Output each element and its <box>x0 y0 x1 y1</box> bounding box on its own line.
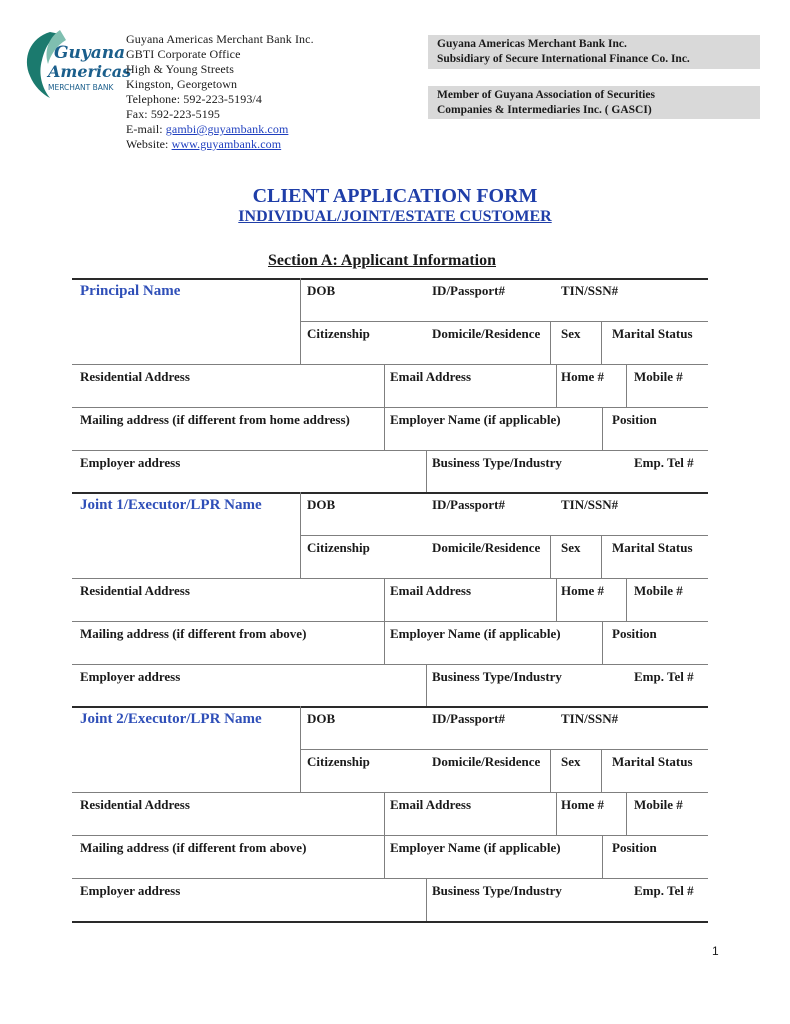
citizenship-label: Citizenship <box>307 540 370 555</box>
employer-phone-label: Emp. Tel # <box>634 455 694 470</box>
dob-label: DOB <box>307 711 336 726</box>
domicile-label: Domicile/Residence <box>432 754 541 769</box>
email-label: E-mail: <box>126 122 166 136</box>
subsidiary-line-2: Subsidiary of Secure International Finance Co. Inc. <box>437 53 690 65</box>
home-phone-label: Home # <box>561 797 604 812</box>
home-phone-label: Home # <box>561 369 604 384</box>
marital-status-label: Marital Status <box>612 754 693 769</box>
domicile-label: Domicile/Residence <box>432 540 541 555</box>
employer-name-label: Employer Name (if applicable) <box>390 840 561 855</box>
business-type-label: Business Type/Industry <box>432 883 562 898</box>
position-label: Position <box>612 412 657 427</box>
applicant-name-label: Joint 1/Executor/LPR Name <box>80 497 262 513</box>
svg-text:Americas: Americas <box>48 62 132 81</box>
contact-line: Fax: 592-223-5195 <box>126 107 221 121</box>
contact-line: Kingston, Georgetown <box>126 77 238 91</box>
contact-line: Telephone: 592-223-5193/4 <box>126 92 262 106</box>
membership-line-2: Companies & Intermediaries Inc. ( GASCI) <box>437 104 652 116</box>
residential-address-label: Residential Address <box>80 369 190 384</box>
employer-address-label: Employer address <box>80 669 181 684</box>
website-label: Website: <box>126 137 172 151</box>
bank-contact-info <box>126 32 314 152</box>
tin-ssn-label: TIN/SSN# <box>561 711 619 726</box>
business-type-label: Business Type/Industry <box>432 669 562 684</box>
employer-name-label: Employer Name (if applicable) <box>390 412 561 427</box>
employer-address-label: Employer address <box>80 883 181 898</box>
id-passport-label: ID/Passport# <box>432 497 505 512</box>
tin-ssn-label: TIN/SSN# <box>561 497 619 512</box>
marital-status-label: Marital Status <box>612 326 693 341</box>
website-link[interactable]: www.guyambank.com <box>171 137 282 151</box>
svg-text:Guyana: Guyana <box>54 43 126 63</box>
membership-line-1: Member of Guyana Association of Securities <box>437 89 655 101</box>
bank-logo <box>20 28 132 106</box>
sex-label: Sex <box>561 326 581 341</box>
position-label: Position <box>612 626 657 641</box>
mobile-phone-label: Mobile # <box>634 797 683 812</box>
applicant-name-label: Joint 2/Executor/LPR Name <box>80 711 262 727</box>
id-passport-label: ID/Passport# <box>432 283 505 298</box>
home-phone-label: Home # <box>561 583 604 598</box>
email-label: Email Address <box>390 797 472 812</box>
email-link[interactable]: gambi@guyambank.com <box>165 122 289 136</box>
citizenship-label: Citizenship <box>307 326 370 341</box>
mailing-address-label: Mailing address (if different from home address) <box>80 412 350 427</box>
website-line <box>126 137 314 152</box>
contact-line: High & Young Streets <box>126 62 235 76</box>
employer-phone-label: Emp. Tel # <box>634 669 694 684</box>
position-label: Position <box>612 840 657 855</box>
business-type-label: Business Type/Industry <box>432 455 562 470</box>
email-line <box>126 122 314 137</box>
applicant-name-label: Principal Name <box>80 283 181 299</box>
subsidiary-line-1: Guyana Americas Merchant Bank Inc. <box>437 38 627 50</box>
employer-name-label: Employer Name (if applicable) <box>390 626 561 641</box>
form-subtitle: INDIVIDUAL/JOINT/ESTATE CUSTOMER <box>238 208 552 225</box>
subsidiary-box <box>428 35 760 69</box>
residential-address-label: Residential Address <box>80 797 190 812</box>
dob-label: DOB <box>307 283 336 298</box>
mobile-phone-label: Mobile # <box>634 583 683 598</box>
employer-address-label: Employer address <box>80 455 181 470</box>
contact-line: Guyana Americas Merchant Bank Inc. <box>126 32 314 46</box>
page-number: 1 <box>712 944 719 958</box>
sex-label: Sex <box>561 540 581 555</box>
sex-label: Sex <box>561 754 581 769</box>
marital-status-label: Marital Status <box>612 540 693 555</box>
domicile-label: Domicile/Residence <box>432 326 541 341</box>
section-heading: Section A: Applicant Information <box>268 252 497 269</box>
employer-phone-label: Emp. Tel # <box>634 883 694 898</box>
applicant-info-form <box>72 278 708 922</box>
id-passport-label: ID/Passport# <box>432 711 505 726</box>
membership-box <box>428 86 760 119</box>
svg-text:MERCHANT BANK: MERCHANT BANK <box>48 83 114 92</box>
residential-address-label: Residential Address <box>80 583 190 598</box>
mailing-address-label: Mailing address (if different from above) <box>80 626 307 641</box>
email-label: Email Address <box>390 369 472 384</box>
form-title: CLIENT APPLICATION FORM <box>252 185 538 207</box>
section-divider <box>72 921 708 923</box>
mailing-address-label: Mailing address (if different from above) <box>80 840 307 855</box>
contact-line: GBTI Corporate Office <box>126 47 241 61</box>
email-label: Email Address <box>390 583 472 598</box>
tin-ssn-label: TIN/SSN# <box>561 283 619 298</box>
mobile-phone-label: Mobile # <box>634 369 683 384</box>
citizenship-label: Citizenship <box>307 754 370 769</box>
dob-label: DOB <box>307 497 336 512</box>
